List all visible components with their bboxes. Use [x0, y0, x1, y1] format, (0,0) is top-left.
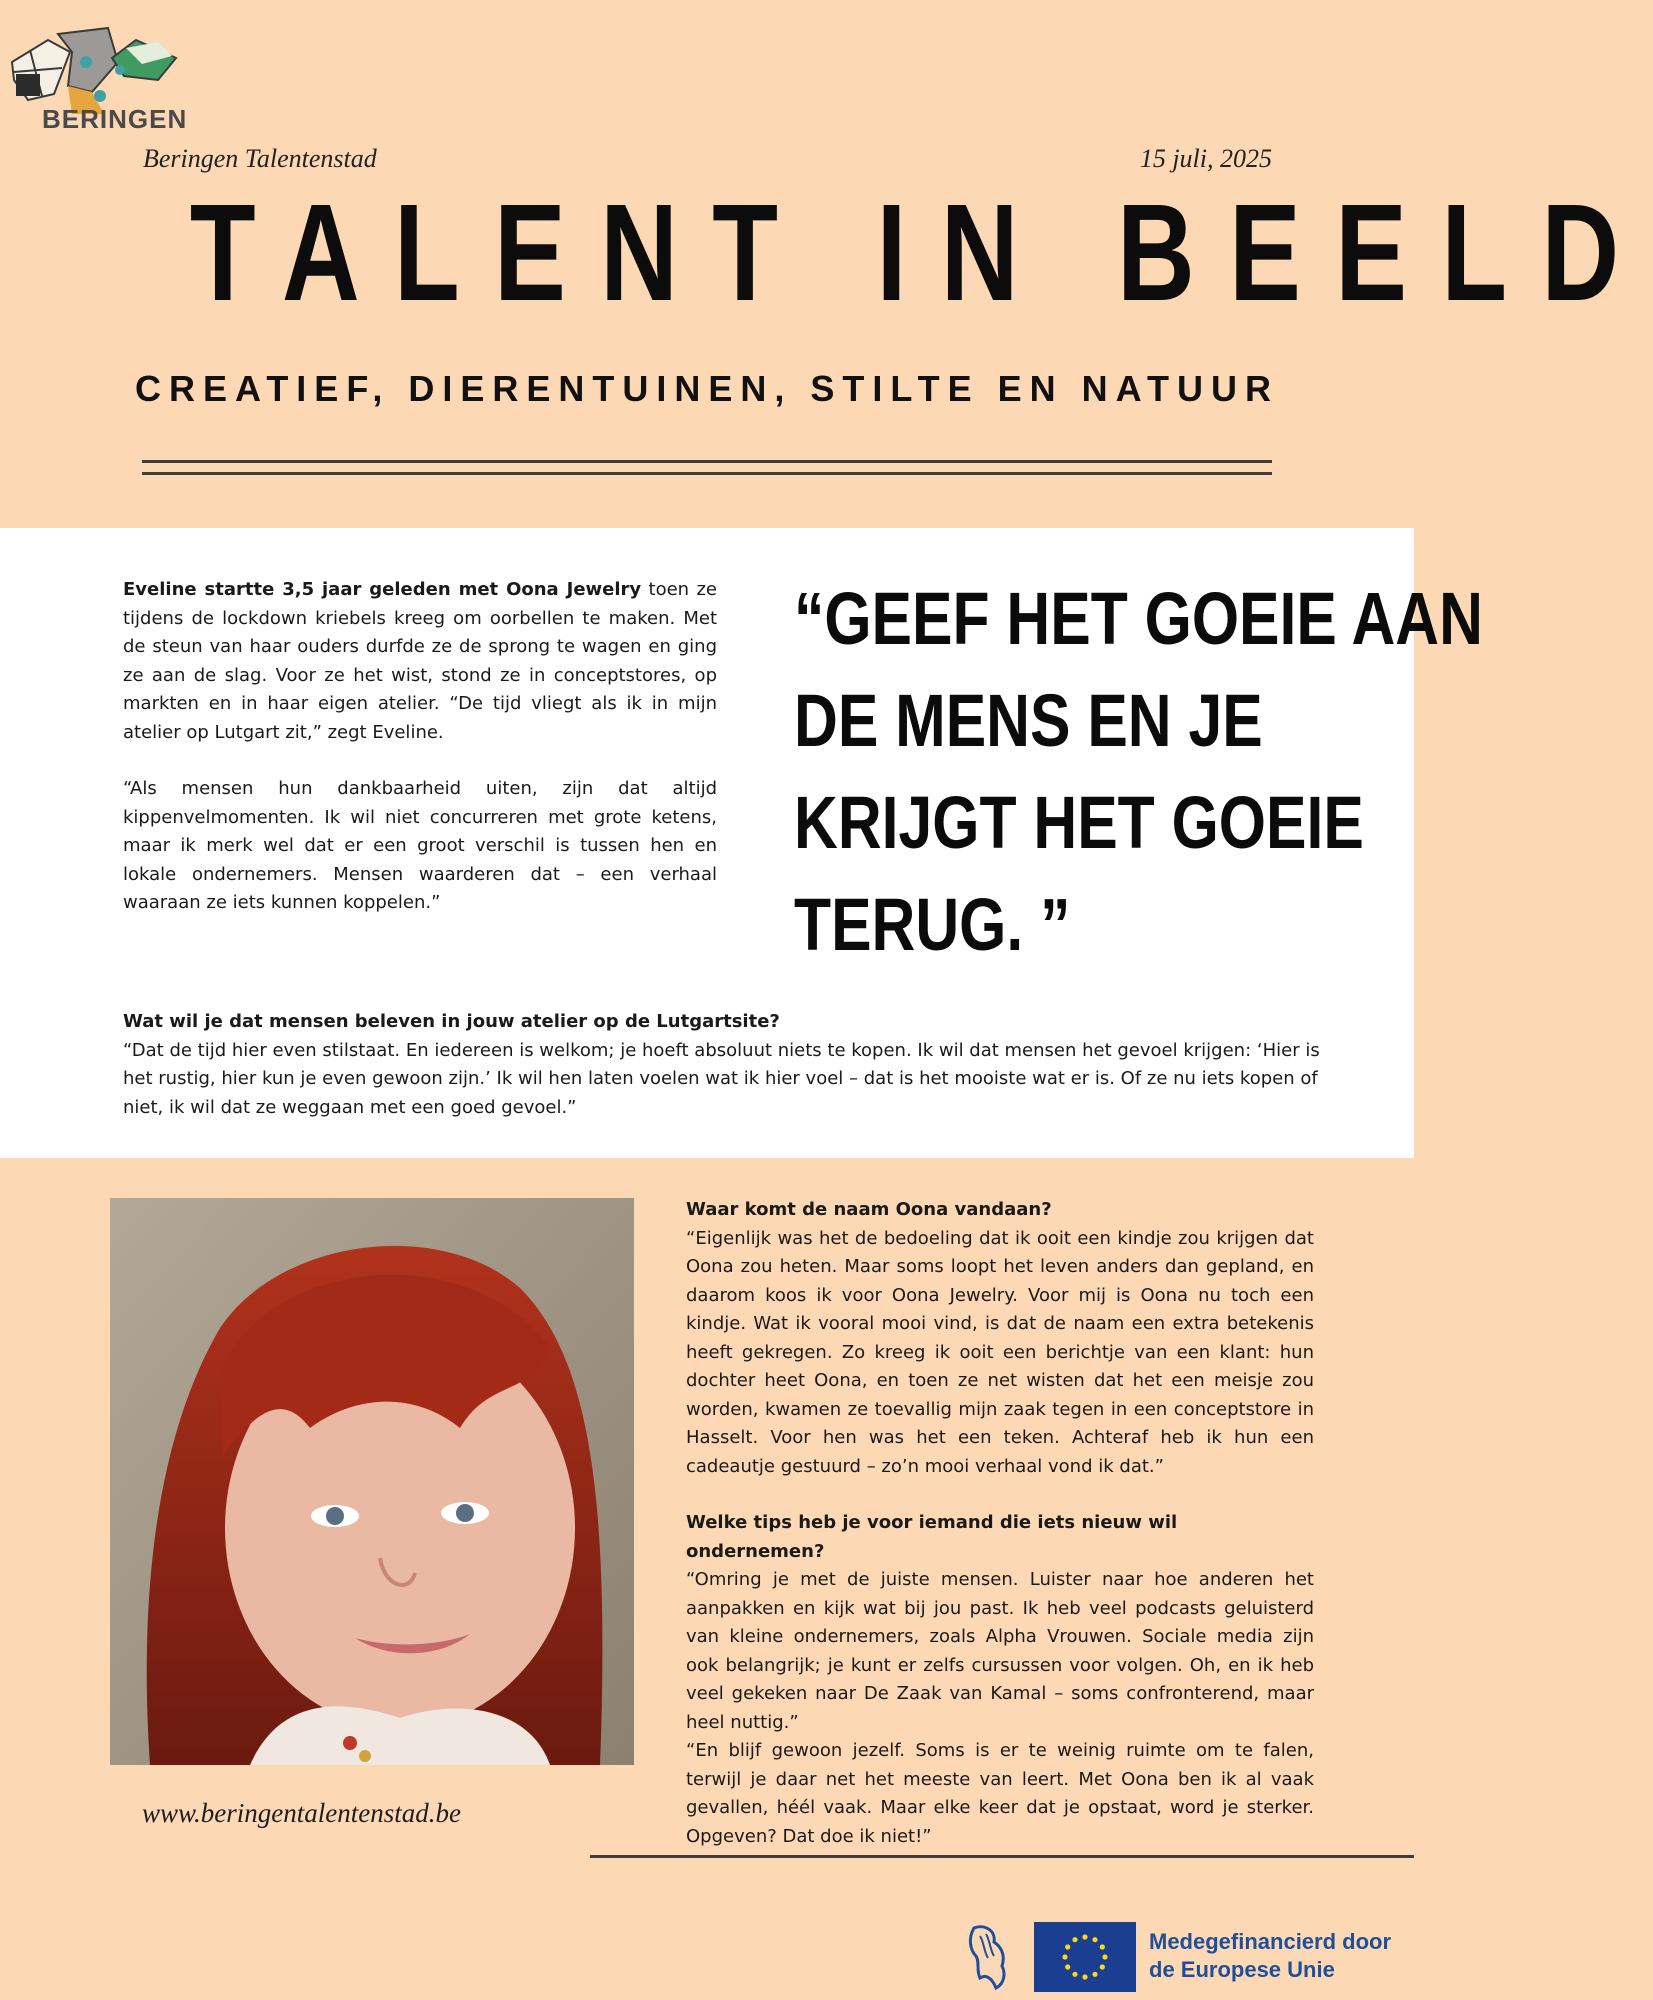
qa-atelier-question: Wat wil je dat mensen beleven in jouw atelier op de Lutgartsite? [123, 1011, 780, 1032]
pull-quote-line: “GEEF HET GOEIE AAN [794, 577, 1483, 660]
portrait-photo-image [110, 1198, 634, 1765]
qa-name-answer: “Eigenlijk was het de bedoeling dat ik ooit een kindje zou krijgen dat Oona zou heten. Maar soms loopt het leven anders dan gepland, en daarom koos ik voor Oona Jewelry. Voor mij is Oona nu toch een kindje. Wat ik vooral mooi vind, is dat de naam een extra betekenis heeft gekregen. Zo kreeg ik ooit een berichtje van een klant: hun dochter heet Oona, en toen ze net wisten dat het een meisje zou worden, kwamen ze toevallig mijn zaak tegen in een conceptstore in Hasselt. Voor hen was het een teken. Achteraf heb ik hun een cadeautje gestuurd – zo’n mooi verhaal vond ik dat.” [686, 1227, 1314, 1477]
pull-quote-line: KRIJGT HET GOEIE [794, 781, 1364, 864]
intro-lead-rest: toen ze tijdens de lockdown kriebels kreeg om oorbellen te maken. Met de steun van haar ouders durfde ze de sprong te wagen en ging ze aan de slag. Voor ze het wist, stond ze in conceptstores, op markten en in haar eigen atelier. “De tijd vliegt als ik in mijn atelier op Lutgart zit,” zegt Eveline. [123, 579, 717, 743]
qa-tips [686, 1509, 1314, 1851]
intro-paragraph-2: “Als mensen hun dankbaarheid uiten, zijn dat altijd kippenvelmomenten. Ik wil niet concurreren met grote ketens, maar ik merk wel dat er een groot verschil is tussen hen en lokale ondernemers. Mensen waarderen dat – een verhaal waaraan ze iets kunnen koppelen.” [123, 778, 717, 913]
qa-atelier-answer: “Dat de tijd hier even stilstaat. En iedereen is welkom; je hoeft absoluut niets te kopen. Ik wil dat mensen het gevoel krijgen: ‘Hier is het rustig, hier kun je even gewoon zijn.’ Ik wil hen laten voelen wat ik hier voel – dat is het mooiste wat er is. Of ze nu iets kopen of niet, ik wil dat ze weggaan met een goed gevoel.” [123, 1039, 1320, 1118]
paper-name: Beringen Talentenstad [143, 144, 377, 173]
website-link[interactable]: www.beringentalentenstad.be [142, 1798, 461, 1828]
qa-tips-question: Welke tips heb je voor iemand die iets nieuw wil ondernemen? [686, 1512, 1178, 1562]
flemish-lion-icon-svg [966, 1922, 1010, 1992]
qa-atelier [123, 1008, 1333, 1122]
header-rule-top [142, 460, 1272, 463]
qa-right-column [686, 1196, 1314, 1851]
pull-quote [794, 568, 1483, 976]
issue-date: 15 juli, 2025 [1139, 144, 1272, 173]
eu-funding-line-1: Medegefinancierd door [1149, 1929, 1392, 1954]
masthead-subtitle: CREATIEF, DIERENTUINEN, STILTE EN NATUUR [134, 368, 1279, 409]
eu-stars [1034, 1922, 1136, 1992]
qa-tips-answer-1: “Omring je met de juiste mensen. Luister naar hoe anderen het aanpakken en kijk wat bij jou past. Ik heb veel podcasts geluisterd van kleine ondernemers, zoals Alpha Vrouwen. Sociale media zijn ook belangrijk; je kunt er zelfs cursussen voor volgen. Oh, en ik heb veel gekeken naar De Zaak van Kamal – soms confronterend, maar heel nuttig.” [686, 1569, 1314, 1733]
portrait-photo [110, 1198, 634, 1765]
masthead-title: TALENT IN BEELD [189, 176, 1653, 330]
eu-funding-text [1149, 1928, 1391, 1984]
footer-rule [590, 1855, 1414, 1858]
qa-name-question: Waar komt de naam Oona vandaan? [686, 1199, 1052, 1220]
flemish-lion-icon [966, 1922, 1010, 1992]
eu-flag-icon [1034, 1922, 1136, 1992]
intro-lead-bold: Eveline startte 3,5 jaar geleden met Oona Jewelry [123, 579, 642, 600]
intro-paragraph-1 [123, 576, 717, 747]
beringen-logo [8, 22, 186, 142]
eu-funding-line-2: de Europese Unie [1149, 1957, 1335, 1982]
qa-name [686, 1196, 1314, 1481]
intro-text [123, 576, 717, 918]
pull-quote-line: DE MENS EN JE [794, 679, 1263, 762]
pull-quote-line: TERUG. ” [794, 883, 1071, 966]
logo-text: BERINGEN [42, 104, 188, 134]
qa-tips-answer-2: “En blijf gewoon jezelf. Soms is er te weinig ruimte om te falen, terwijl je daar net het meeste van leert. Met Oona ben ik al vaak gevallen, héél vaak. Maar elke keer dat je opstaat, word je sterker. Opgeven? Dat doe ik niet!” [686, 1740, 1314, 1847]
header-rule-bottom [142, 472, 1272, 475]
